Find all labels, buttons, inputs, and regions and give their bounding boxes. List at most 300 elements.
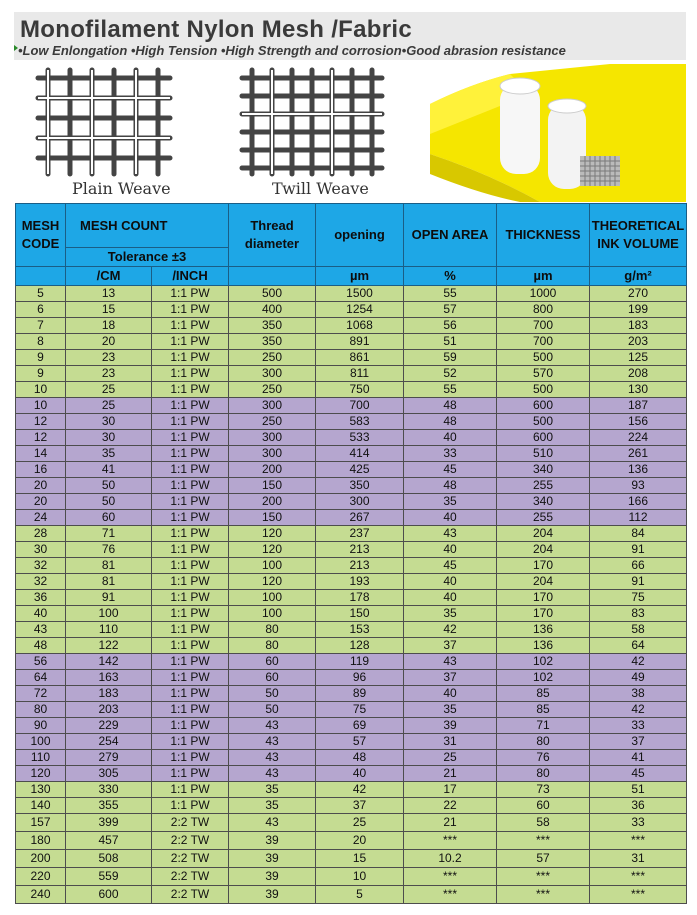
cell-thread-diameter: 150 (229, 478, 316, 494)
cell-opening: 20 (316, 832, 404, 850)
cell-mesh-code: 20 (16, 494, 66, 510)
cell-mesh-code: 9 (16, 350, 66, 366)
cell-per-cm: 142 (66, 654, 152, 670)
cell-thickness: 60 (497, 798, 590, 814)
table-row (16, 350, 687, 366)
cell-ink-volume: 156 (590, 414, 687, 430)
cell-open-area: 17 (404, 782, 497, 798)
table-row (16, 526, 687, 542)
table-row (16, 286, 687, 302)
cell-thread-diameter: 43 (229, 814, 316, 832)
plain-weave-image (30, 62, 190, 202)
cell-thread-diameter: 250 (229, 350, 316, 366)
cell-mesh-code: 130 (16, 782, 66, 798)
table-row (16, 366, 687, 382)
cell-mesh-code: 24 (16, 510, 66, 526)
cell-per-cm: 30 (66, 430, 152, 446)
header-thickness: THICKNESS (497, 204, 590, 267)
cell-opening: 300 (316, 494, 404, 510)
cell-ink-volume: 33 (590, 718, 687, 734)
cell-opening: 40 (316, 766, 404, 782)
cell-per-cm: 50 (66, 478, 152, 494)
cell-opening: 750 (316, 382, 404, 398)
cell-per-inch: 1:1 PW (152, 414, 229, 430)
cell-per-cm: 100 (66, 606, 152, 622)
cell-open-area: 33 (404, 446, 497, 462)
cell-ink-volume: 112 (590, 510, 687, 526)
cell-per-cm: 229 (66, 718, 152, 734)
cell-opening: 861 (316, 350, 404, 366)
cell-per-inch: 1:1 PW (152, 750, 229, 766)
cell-thickness: 700 (497, 334, 590, 350)
cell-open-area: 57 (404, 302, 497, 318)
cell-thickness: 600 (497, 398, 590, 414)
table-row (16, 686, 687, 702)
cell-thickness: 80 (497, 734, 590, 750)
cell-open-area: 40 (404, 590, 497, 606)
cell-opening: 25 (316, 814, 404, 832)
cell-opening: 1254 (316, 302, 404, 318)
cell-mesh-code: 20 (16, 478, 66, 494)
cell-mesh-code: 40 (16, 606, 66, 622)
cell-opening: 350 (316, 478, 404, 494)
cell-open-area: 40 (404, 510, 497, 526)
cell-thickness: 73 (497, 782, 590, 798)
header-mesh-count: MESH COUNT (66, 204, 229, 248)
cell-per-inch: 1:1 PW (152, 798, 229, 814)
cell-thickness: 500 (497, 350, 590, 366)
twill-weave-image (236, 62, 396, 202)
cell-opening: 425 (316, 462, 404, 478)
plain-weave-icon (30, 62, 190, 182)
cell-opening: 128 (316, 638, 404, 654)
table-row (16, 702, 687, 718)
cell-ink-volume: 224 (590, 430, 687, 446)
cell-thread-diameter: 50 (229, 686, 316, 702)
cell-mesh-code: 5 (16, 286, 66, 302)
cell-per-cm: 18 (66, 318, 152, 334)
cell-thickness: 255 (497, 478, 590, 494)
cell-opening: 533 (316, 430, 404, 446)
cell-opening: 15 (316, 850, 404, 868)
cell-open-area: 42 (404, 622, 497, 638)
cell-per-cm: 76 (66, 542, 152, 558)
cell-ink-volume: 41 (590, 750, 687, 766)
cell-thread-diameter: 39 (229, 850, 316, 868)
table-body (16, 286, 687, 904)
cell-thickness: 500 (497, 414, 590, 430)
cell-per-cm: 457 (66, 832, 152, 850)
cell-ink-volume: 199 (590, 302, 687, 318)
cell-thickness: 136 (497, 638, 590, 654)
cell-per-inch: 1:1 PW (152, 702, 229, 718)
table-row (16, 542, 687, 558)
cell-per-cm: 330 (66, 782, 152, 798)
cell-mesh-code: 32 (16, 574, 66, 590)
cell-per-inch: 1:1 PW (152, 606, 229, 622)
table-row (16, 814, 687, 832)
cell-per-cm: 163 (66, 670, 152, 686)
title-bar (14, 12, 686, 60)
cell-thickness: 57 (497, 850, 590, 868)
cell-per-inch: 1:1 PW (152, 718, 229, 734)
table-row (16, 414, 687, 430)
table-row (16, 398, 687, 414)
cell-thread-diameter: 300 (229, 430, 316, 446)
cell-thickness: 340 (497, 462, 590, 478)
table-row (16, 782, 687, 798)
cell-per-cm: 600 (66, 886, 152, 904)
cell-open-area: 40 (404, 686, 497, 702)
cell-ink-volume: 64 (590, 638, 687, 654)
cell-thickness: 204 (497, 542, 590, 558)
cell-thread-diameter: 250 (229, 382, 316, 398)
cell-thickness: 800 (497, 302, 590, 318)
cell-per-cm: 279 (66, 750, 152, 766)
cell-open-area: *** (404, 886, 497, 904)
cell-per-cm: 508 (66, 850, 152, 868)
table-row (16, 574, 687, 590)
cell-ink-volume: 91 (590, 542, 687, 558)
cell-per-cm: 110 (66, 622, 152, 638)
cell-open-area: 55 (404, 382, 497, 398)
table-row (16, 510, 687, 526)
cell-per-inch: 1:1 PW (152, 318, 229, 334)
table-row (16, 798, 687, 814)
cell-mesh-code: 9 (16, 366, 66, 382)
cell-per-inch: 1:1 PW (152, 558, 229, 574)
cell-per-inch: 2:2 TW (152, 850, 229, 868)
cell-mesh-code: 157 (16, 814, 66, 832)
cell-open-area: 39 (404, 718, 497, 734)
cell-thread-diameter: 50 (229, 702, 316, 718)
cell-per-cm: 15 (66, 302, 152, 318)
table-row (16, 868, 687, 886)
cell-open-area: 37 (404, 638, 497, 654)
cell-mesh-code: 6 (16, 302, 66, 318)
cell-opening: 811 (316, 366, 404, 382)
cell-opening: 69 (316, 718, 404, 734)
cell-per-inch: 1:1 PW (152, 462, 229, 478)
cell-mesh-code: 30 (16, 542, 66, 558)
table-row (16, 302, 687, 318)
cell-per-inch: 1:1 PW (152, 590, 229, 606)
cell-per-inch: 1:1 PW (152, 686, 229, 702)
cell-ink-volume: 91 (590, 574, 687, 590)
feature-list: •Low Enlongation •High Tension •High Strength and corrosion•Good abrasion resistance (18, 43, 566, 58)
plain-weave-label: Plain Weave (72, 179, 171, 198)
cell-per-inch: 1:1 PW (152, 430, 229, 446)
cell-opening: 700 (316, 398, 404, 414)
cell-mesh-code: 36 (16, 590, 66, 606)
cell-open-area: 40 (404, 430, 497, 446)
cell-thickness: 340 (497, 494, 590, 510)
cell-mesh-code: 7 (16, 318, 66, 334)
cell-thickness: 170 (497, 558, 590, 574)
cell-opening: 10 (316, 868, 404, 886)
table-row (16, 832, 687, 850)
header-open-area: OPEN AREA (404, 204, 497, 267)
table-row (16, 382, 687, 398)
cell-mesh-code: 43 (16, 622, 66, 638)
cell-ink-volume: 42 (590, 654, 687, 670)
cell-ink-volume: *** (590, 868, 687, 886)
cell-per-inch: 1:1 PW (152, 670, 229, 686)
cell-mesh-code: 8 (16, 334, 66, 350)
cell-thread-diameter: 300 (229, 366, 316, 382)
cell-mesh-code: 90 (16, 718, 66, 734)
cell-mesh-code: 56 (16, 654, 66, 670)
cell-opening: 75 (316, 702, 404, 718)
cell-thickness: 204 (497, 574, 590, 590)
cell-per-inch: 1:1 PW (152, 478, 229, 494)
cell-ink-volume: 33 (590, 814, 687, 832)
cell-thickness: 85 (497, 702, 590, 718)
cell-mesh-code: 240 (16, 886, 66, 904)
cell-ink-volume: 38 (590, 686, 687, 702)
cell-opening: 96 (316, 670, 404, 686)
table-row (16, 478, 687, 494)
cell-ink-volume: *** (590, 832, 687, 850)
cell-thickness: 700 (497, 318, 590, 334)
cell-opening: 267 (316, 510, 404, 526)
cell-thickness: 204 (497, 526, 590, 542)
cell-ink-volume: 203 (590, 334, 687, 350)
cell-thickness: 170 (497, 590, 590, 606)
cell-thread-diameter: 43 (229, 718, 316, 734)
cell-per-inch: 1:1 PW (152, 494, 229, 510)
table-row (16, 334, 687, 350)
cell-thread-diameter: 80 (229, 622, 316, 638)
cell-open-area: 10.2 (404, 850, 497, 868)
cell-thickness: *** (497, 832, 590, 850)
cell-opening: 213 (316, 542, 404, 558)
cell-mesh-code: 16 (16, 462, 66, 478)
cell-ink-volume: 84 (590, 526, 687, 542)
cell-per-cm: 183 (66, 686, 152, 702)
cell-open-area: 22 (404, 798, 497, 814)
cell-opening: 414 (316, 446, 404, 462)
cell-thickness: 136 (497, 622, 590, 638)
cell-ink-volume: 45 (590, 766, 687, 782)
cell-open-area: 25 (404, 750, 497, 766)
table-row (16, 886, 687, 904)
cell-thread-diameter: 39 (229, 886, 316, 904)
cell-thread-diameter: 300 (229, 398, 316, 414)
header-tolerance: Tolerance ±3 (66, 248, 229, 267)
cell-thread-diameter: 250 (229, 414, 316, 430)
cell-thread-diameter: 300 (229, 446, 316, 462)
cell-ink-volume: 270 (590, 286, 687, 302)
cell-open-area: *** (404, 868, 497, 886)
cell-open-area: 56 (404, 318, 497, 334)
cell-opening: 583 (316, 414, 404, 430)
header-opening: opening (316, 204, 404, 267)
cell-opening: 1500 (316, 286, 404, 302)
cell-mesh-code: 64 (16, 670, 66, 686)
cell-open-area: 51 (404, 334, 497, 350)
cell-ink-volume: 58 (590, 622, 687, 638)
header-unit-gm2: g/m² (590, 267, 687, 286)
cell-per-cm: 81 (66, 574, 152, 590)
cell-per-inch: 1:1 PW (152, 398, 229, 414)
header-unit-um: µm (316, 267, 404, 286)
cell-per-inch: 2:2 TW (152, 886, 229, 904)
cell-thickness: 102 (497, 670, 590, 686)
cell-open-area: 43 (404, 654, 497, 670)
cell-per-inch: 1:1 PW (152, 766, 229, 782)
cell-per-cm: 71 (66, 526, 152, 542)
cell-per-inch: 1:1 PW (152, 446, 229, 462)
cell-ink-volume: 93 (590, 478, 687, 494)
twill-weave-label: Twill Weave (272, 179, 369, 198)
cell-per-inch: 1:1 PW (152, 510, 229, 526)
cell-opening: 178 (316, 590, 404, 606)
cell-thread-diameter: 43 (229, 734, 316, 750)
header-per-inch: /INCH (152, 267, 229, 286)
cell-per-inch: 1:1 PW (152, 542, 229, 558)
table-row (16, 622, 687, 638)
page-title: Monofilament Nylon Mesh /Fabric (20, 16, 412, 43)
table-row (16, 670, 687, 686)
cell-thickness: *** (497, 868, 590, 886)
cell-per-inch: 1:1 PW (152, 734, 229, 750)
cell-ink-volume: 49 (590, 670, 687, 686)
cell-thread-diameter: 350 (229, 334, 316, 350)
cell-opening: 150 (316, 606, 404, 622)
cell-mesh-code: 120 (16, 766, 66, 782)
cell-mesh-code: 48 (16, 638, 66, 654)
cell-open-area: 48 (404, 414, 497, 430)
cell-ink-volume: *** (590, 886, 687, 904)
cell-thickness: 85 (497, 686, 590, 702)
cell-per-inch: 1:1 PW (152, 574, 229, 590)
cell-per-inch: 1:1 PW (152, 382, 229, 398)
cell-mesh-code: 10 (16, 382, 66, 398)
cell-per-inch: 1:1 PW (152, 526, 229, 542)
cell-thread-diameter: 200 (229, 494, 316, 510)
cell-mesh-code: 140 (16, 798, 66, 814)
cell-per-cm: 30 (66, 414, 152, 430)
cell-open-area: 37 (404, 670, 497, 686)
cell-opening: 119 (316, 654, 404, 670)
cell-mesh-code: 28 (16, 526, 66, 542)
cell-opening: 57 (316, 734, 404, 750)
cell-thread-diameter: 500 (229, 286, 316, 302)
cell-opening: 48 (316, 750, 404, 766)
table-row (16, 766, 687, 782)
cell-open-area: 59 (404, 350, 497, 366)
cell-thickness: 76 (497, 750, 590, 766)
cell-per-inch: 1:1 PW (152, 302, 229, 318)
cell-thread-diameter: 100 (229, 558, 316, 574)
twill-weave-icon (236, 62, 396, 182)
cell-mesh-code: 12 (16, 414, 66, 430)
cell-per-inch: 1:1 PW (152, 286, 229, 302)
header-unit-percent: % (404, 267, 497, 286)
table-row (16, 318, 687, 334)
cell-ink-volume: 166 (590, 494, 687, 510)
table-row (16, 590, 687, 606)
table-row (16, 750, 687, 766)
cell-open-area: 43 (404, 526, 497, 542)
cell-ink-volume: 83 (590, 606, 687, 622)
cell-thread-diameter: 200 (229, 462, 316, 478)
cell-open-area: 35 (404, 494, 497, 510)
cell-per-cm: 559 (66, 868, 152, 886)
cell-thread-diameter: 100 (229, 590, 316, 606)
cell-opening: 193 (316, 574, 404, 590)
table-row (16, 606, 687, 622)
cell-mesh-code: 100 (16, 734, 66, 750)
mesh-roll-photo (430, 64, 686, 202)
table-row (16, 718, 687, 734)
cell-thread-diameter: 60 (229, 654, 316, 670)
cell-thread-diameter: 100 (229, 606, 316, 622)
cell-open-area: 48 (404, 398, 497, 414)
cell-thickness: 71 (497, 718, 590, 734)
cell-opening: 5 (316, 886, 404, 904)
cell-thickness: 170 (497, 606, 590, 622)
cell-ink-volume: 125 (590, 350, 687, 366)
cell-ink-volume: 37 (590, 734, 687, 750)
cell-thickness: *** (497, 886, 590, 904)
cell-per-cm: 50 (66, 494, 152, 510)
header-unit-blank-2 (229, 267, 316, 286)
table-row (16, 430, 687, 446)
cell-open-area: 45 (404, 558, 497, 574)
cell-per-cm: 81 (66, 558, 152, 574)
header-per-cm: /CM (66, 267, 152, 286)
cell-thread-diameter: 39 (229, 832, 316, 850)
cell-per-cm: 355 (66, 798, 152, 814)
header-mesh-code: MESH CODE (16, 204, 66, 267)
cell-open-area: 40 (404, 574, 497, 590)
cell-per-inch: 1:1 PW (152, 622, 229, 638)
cell-ink-volume: 51 (590, 782, 687, 798)
table-row (16, 850, 687, 868)
cell-thickness: 80 (497, 766, 590, 782)
cell-ink-volume: 187 (590, 398, 687, 414)
cell-open-area: 35 (404, 702, 497, 718)
header-thread-diameter: Thread diameter (229, 204, 316, 267)
cell-ink-volume: 36 (590, 798, 687, 814)
cell-thickness: 255 (497, 510, 590, 526)
cell-per-cm: 122 (66, 638, 152, 654)
cell-ink-volume: 31 (590, 850, 687, 868)
cell-mesh-code: 10 (16, 398, 66, 414)
cell-open-area: 40 (404, 542, 497, 558)
cell-ink-volume: 75 (590, 590, 687, 606)
cell-open-area: 21 (404, 814, 497, 832)
cell-per-cm: 203 (66, 702, 152, 718)
cell-opening: 891 (316, 334, 404, 350)
cell-opening: 237 (316, 526, 404, 542)
cell-mesh-code: 14 (16, 446, 66, 462)
cell-thread-diameter: 350 (229, 318, 316, 334)
cell-ink-volume: 136 (590, 462, 687, 478)
cell-per-inch: 1:1 PW (152, 334, 229, 350)
cell-opening: 1068 (316, 318, 404, 334)
cell-per-cm: 25 (66, 382, 152, 398)
cell-thread-diameter: 400 (229, 302, 316, 318)
cell-mesh-code: 180 (16, 832, 66, 850)
cell-per-cm: 254 (66, 734, 152, 750)
cell-ink-volume: 261 (590, 446, 687, 462)
cell-thread-diameter: 120 (229, 574, 316, 590)
cell-mesh-code: 110 (16, 750, 66, 766)
cell-per-inch: 2:2 TW (152, 814, 229, 832)
